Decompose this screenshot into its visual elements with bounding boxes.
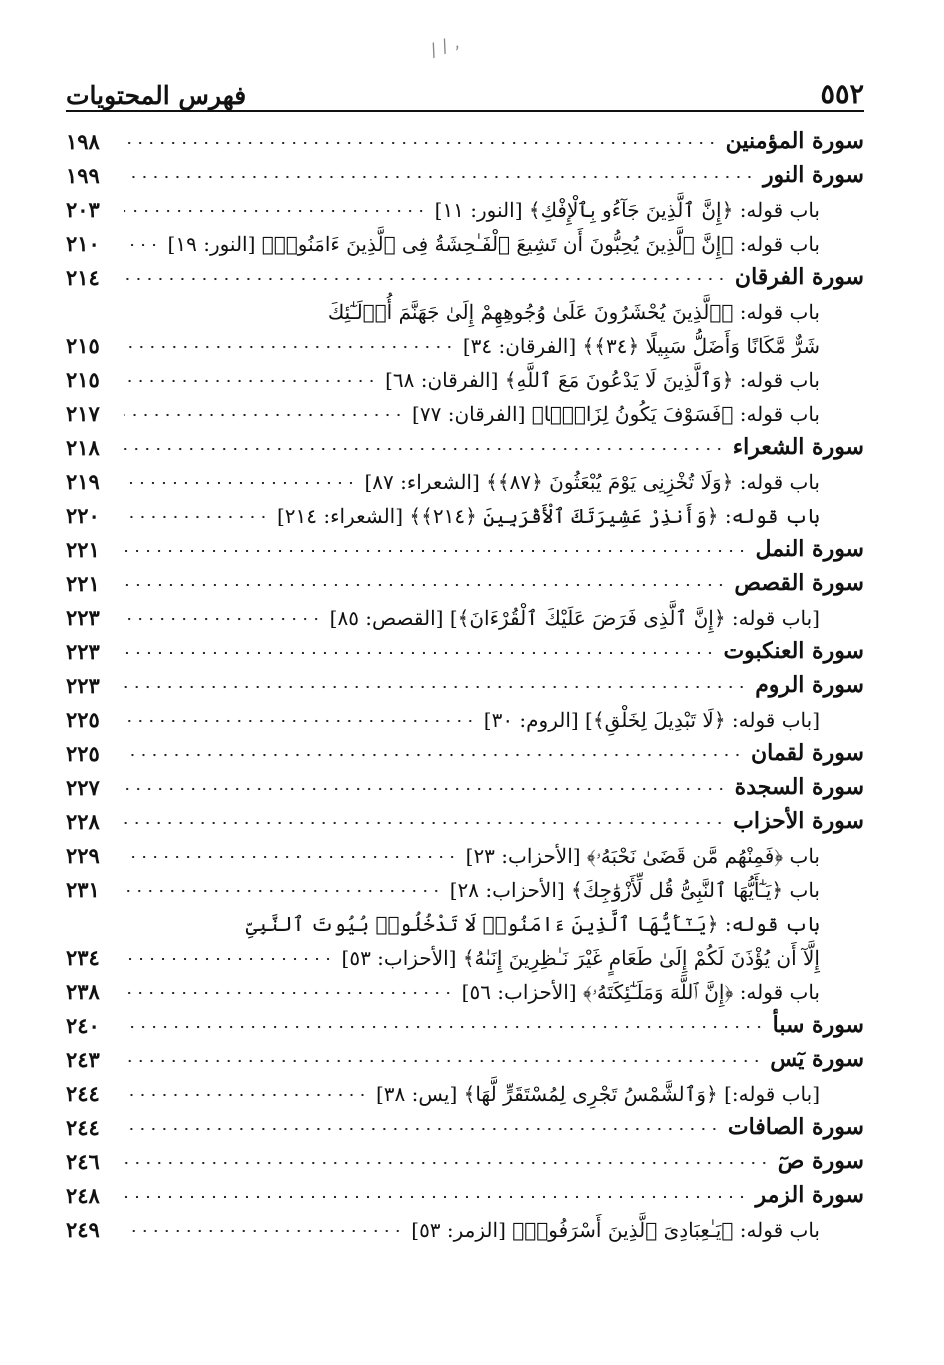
dot-leader <box>124 1092 368 1098</box>
chapter-title: [باب قوله: ﴿لَا تَبْدِيلَ لِخَلْقِ﴾] [الروم: ٣٠] <box>483 708 820 732</box>
surah-title: سورة القصص <box>734 570 864 596</box>
chapter-title: باب ﴿فَمِنْهُم مَّن قَضَىٰ نَحْبَهُۥ﴾ [الأحزاب: ٢٣] <box>465 844 820 868</box>
chapter-title: [باب قوله: ﴿إِنَّ ٱلَّذِى فَرَضَ عَلَيْكَ ٱلْقُرْءَانَ﴾] [القصص: ٨٥] <box>329 606 820 630</box>
toc-entry <box>66 324 864 358</box>
dot-leader <box>124 174 755 180</box>
toc-entry <box>66 154 864 188</box>
toc-entry <box>66 358 864 392</box>
toc-entry <box>66 1004 864 1038</box>
page-ref: ٢٢٩ <box>66 843 100 868</box>
dot-leader <box>124 718 476 724</box>
dot-leader <box>124 888 442 894</box>
surah-title: سورة الصافات <box>727 1114 864 1140</box>
dot-leader <box>124 616 322 622</box>
chapter-title: باب قوله: ﴿إِنَّ ٱلَّذِينَ جَآءُو بِٱلْإِفْكِ﴾ [النور: ١١] <box>434 198 820 222</box>
dot-leader <box>124 1058 762 1064</box>
surah-title: سورة لقمان <box>750 740 864 766</box>
page-ref: ٢٢٨ <box>66 809 100 834</box>
page-ref: ٢٢٥ <box>66 741 100 766</box>
header-rule <box>66 110 864 112</box>
page-ref: ٢٤٩ <box>66 1217 100 1242</box>
dot-leader <box>124 752 743 758</box>
dot-leader <box>124 786 727 792</box>
dot-leader <box>124 242 160 248</box>
dot-leader <box>124 480 356 486</box>
page-ref: ٢٤٤ <box>66 1081 100 1106</box>
page-ref: ٢٢٣ <box>66 605 100 630</box>
surah-title: سورة المؤمنين <box>725 128 864 154</box>
table-of-contents <box>66 120 864 1242</box>
dot-leader <box>124 1126 720 1132</box>
surah-title: سورة الروم <box>755 672 864 698</box>
toc-entry <box>66 970 864 1004</box>
surah-title: سورة النمل <box>755 536 864 562</box>
page-ref: ٢٣٤ <box>66 945 100 970</box>
toc-entry <box>66 596 864 630</box>
page-ref: ٢٣٨ <box>66 979 100 1004</box>
toc-entry <box>66 732 864 766</box>
dot-leader <box>124 820 725 826</box>
toc-entry <box>66 460 864 494</box>
page-number: ٥٥٢ <box>820 79 864 110</box>
toc-entry <box>66 528 864 562</box>
page-ref: ٢٢٣ <box>66 673 100 698</box>
page-ref: ٢٤٨ <box>66 1183 100 1208</box>
toc-entry <box>66 494 864 528</box>
toc-entry <box>66 222 864 256</box>
dot-leader <box>124 276 727 282</box>
dot-leader <box>124 582 726 588</box>
dot-leader <box>124 854 458 860</box>
toc-entry <box>66 1140 864 1174</box>
dot-leader <box>124 1228 403 1234</box>
dot-leader <box>124 446 725 452</box>
page-header <box>66 66 864 110</box>
chapter-title: باب ﴿يَـٰٓأَيُّهَا ٱلنَّبِىُّ قُل لِّأَزْوَٰجِكَ﴾ [الأحزاب: ٢٨] <box>449 878 820 902</box>
surah-title: سورة الزمر <box>755 1182 864 1208</box>
surah-title: سورة الفرقان <box>734 264 864 290</box>
surah-title: سورة السجدة <box>734 774 864 800</box>
surah-title: سورة الأحزاب <box>733 808 864 834</box>
surah-title: سورة سبأ <box>772 1012 864 1038</box>
dot-leader <box>124 684 747 690</box>
dot-leader <box>124 1194 748 1200</box>
page-ref: ٢٤٤ <box>66 1115 100 1140</box>
dot-leader <box>124 208 427 214</box>
page-ref: ٢٤٦ <box>66 1149 100 1174</box>
page-ref: ٢١٥ <box>66 367 100 392</box>
page-ref: ٢١٤ <box>66 265 100 290</box>
chapter-title: باب قوله: ﴿وَلَا تُخْزِنِى يَوْمَ يُبْعَثُونَ ﴿٨٧﴾﴾ [الشعراء: ٨٧] <box>364 470 820 494</box>
page-ref: ١٩٨ <box>66 129 100 154</box>
page-ref: ٢٢٥ <box>66 707 100 732</box>
dot-leader <box>124 378 377 384</box>
dot-leader <box>124 344 455 350</box>
toc-entry <box>66 1208 864 1242</box>
page-ref: ٢٣١ <box>66 877 100 902</box>
dot-leader <box>124 1024 765 1030</box>
chapter-title: باب قوله: ﴿يَـٰعِبَادِىَ ٱلَّذِينَ أَسْرَفُوا۟﴾ [الزمر: ٥٣] <box>411 1218 820 1242</box>
page-ref: ٢٤٠ <box>66 1013 100 1038</box>
chapter-title: [باب قوله:] ﴿وَٱلشَّمْسُ تَجْرِى لِمُسْتَقَرٍّ لَّهَا﴾ [يس: ٣٨] <box>375 1082 820 1106</box>
dot-leader <box>124 650 715 656</box>
toc-entry <box>66 1106 864 1140</box>
page-ref: ٢٢٠ <box>66 503 100 528</box>
toc-entry <box>66 766 864 800</box>
toc-entry <box>66 868 864 902</box>
dot-leader <box>124 956 334 962</box>
toc-entry <box>66 936 864 970</box>
surah-title: سورة العنكبوت <box>723 638 864 664</box>
page-ref: ٢١٧ <box>66 401 100 426</box>
dot-leader <box>124 990 454 996</box>
page-ref: ٢٢١ <box>66 537 100 562</box>
toc-entry <box>66 120 864 154</box>
toc-entry <box>66 664 864 698</box>
toc-entry <box>66 562 864 596</box>
dot-leader <box>124 412 404 418</box>
page-ref: ٢١٥ <box>66 333 100 358</box>
dot-leader <box>124 140 718 146</box>
chapter-title: باب قوله: ﴿فَسَوْفَ يَكُونُ لِزَامًۢا﴾ [الفرقان: ٧٧] <box>412 402 820 426</box>
page-ref: ٢٠٣ <box>66 197 100 222</box>
toc-entry <box>66 256 864 290</box>
toc-entry <box>66 392 864 426</box>
toc-entry <box>66 902 864 936</box>
surah-title: سورة النور <box>762 162 864 188</box>
toc-entry <box>66 698 864 732</box>
toc-entry <box>66 630 864 664</box>
scan-specks: / / , <box>427 31 463 62</box>
chapter-title: باب قوله: ﴿إِنَّ ٱلَّذِينَ يُحِبُّونَ أَن تَشِيعَ ٱلْفَـٰحِشَةُ فِى ٱلَّذِينَ ءَامَنُوا۟﴾ [النور: ١٩] <box>167 232 820 256</box>
toc-entry <box>66 188 864 222</box>
page-ref: ٢١٠ <box>66 231 100 256</box>
page-ref: ١٩٩ <box>66 163 100 188</box>
dot-leader <box>124 548 748 554</box>
chapter-title: باب قوله: ﴿وَأَنذِرْ عَشِيرَتَكَ ٱلْأَقْرَبِينَ ﴿٢١٤﴾﴾ [الشعراء: ٢١٤] <box>276 504 820 528</box>
chapter-title: إِلَّآ أَن يُؤْذَنَ لَكُمْ إِلَىٰ طَعَامٍ غَيْرَ نَـٰظِرِينَ إِنَىٰهُ﴾ [الأحزاب: ٥٣] <box>341 946 820 970</box>
page-ref: ٢١٩ <box>66 469 100 494</box>
chapter-title: باب قوله: ﴿وَٱلَّذِينَ لَا يَدْعُونَ مَعَ ٱللَّهِ﴾ [الفرقان: ٦٨] <box>385 368 820 392</box>
toc-entry <box>66 1072 864 1106</box>
toc-entry <box>66 834 864 868</box>
surah-title: سورة صٓ <box>777 1148 864 1174</box>
page-ref: ٢٢١ <box>66 571 100 596</box>
page-ref: ٢١٨ <box>66 435 100 460</box>
surah-title: سورة الشعراء <box>732 434 864 460</box>
chapter-title: شَرٌّ مَّكَانًا وَأَضَلُّ سَبِيلًا ﴿٣٤﴾﴾ [الفرقان: ٣٤] <box>462 334 820 358</box>
toc-entry <box>66 426 864 460</box>
chapter-title: باب قوله: ﴿إِنَّ ٱللَّهَ وَمَلَـٰٓئِكَتَهُۥ﴾ [الأحزاب: ٥٦] <box>461 980 820 1004</box>
toc-entry <box>66 800 864 834</box>
dot-leader <box>124 1160 770 1166</box>
dot-leader <box>124 514 269 520</box>
chapter-title: باب قوله: ﴿ٱلَّذِينَ يُحْشَرُونَ عَلَىٰ وُجُوهِهِمْ إِلَىٰ جَهَنَّمَ أُو۟لَـٰٓئِكَ <box>327 300 820 324</box>
page-ref: ٢٢٣ <box>66 639 100 664</box>
running-title: فهرس المحتويات <box>66 81 247 110</box>
toc-entry <box>66 1038 864 1072</box>
page-ref: ٢٢٧ <box>66 775 100 800</box>
surah-title: سورة يٓس <box>770 1046 864 1072</box>
page-ref: ٢٤٣ <box>66 1047 100 1072</box>
toc-entry <box>66 1174 864 1208</box>
toc-entry <box>66 290 864 324</box>
chapter-title: باب قوله: ﴿يَـٰٓأَيُّهَا ٱلَّذِينَ ءَامَنُوا۟ لَا تَدْخُلُوا۟ بُيُوتَ ٱلنَّبِىِّ <box>245 912 820 936</box>
